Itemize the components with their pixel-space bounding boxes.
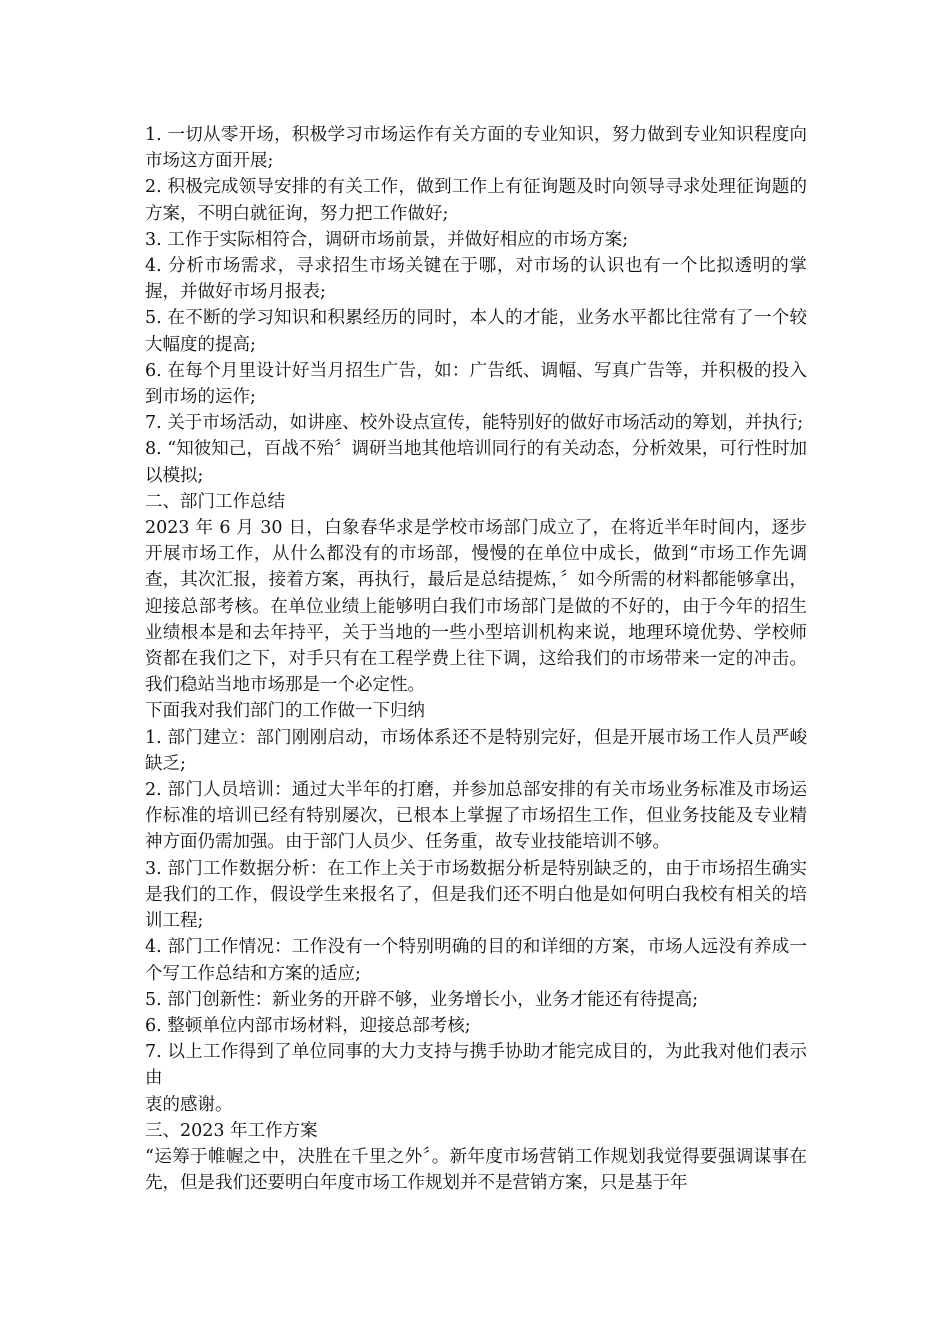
paragraph: 3. 工作于实际相符合，调研市场前景，并做好相应的市场方案; — [145, 229, 629, 250]
paragraph: 1. 一切从零开场，积极学习市场运作有关方面的专业知识，努力做到专业知识程度向市场这方面开展; — [145, 125, 807, 172]
paragraph: 4. 部门工作情况：工作没有一个特别明确的目的和详细的方案，市场人远没有养成一个写工作总结和方案的适应; — [145, 937, 807, 984]
paragraph: 5. 在不断的学习知识和积累经历的同时，本人的才能，业务水平都比往常有了一个较大幅度的提高; — [145, 308, 807, 355]
paragraph: 2023 年 6 月 30 日，白象春华求是学校市场部门成立了，在将近半年时间内，逐步开展市场工作，从什么都没有的市场部，慢慢的在单位中成长，做到“市场工作先调查，其次汇报，接着方案，再执行，最后是总结提炼，〞如今所需的材料都能够拿出，迎接总部考核。在单位业绩上能够明白我们市场部门是做的不好的，由于今年的招生业绩根本是和去年持平，关于当地的一些小型培训机构来说，地理环境优势、学校师资都在我们之下，对手只有在工程学费上往下调，这给我们的市场带来一定的冲击。我们稳站当地市场那是一个必定性。 — [145, 518, 807, 696]
paragraph: 7. 以上工作得到了单位同事的大力支持与携手协助才能完成目的，为此我对他们表示由 — [145, 1042, 807, 1089]
paragraph: 4. 分析市场需求，寻求招生市场关键在于哪，对市场的认识也有一个比拟透明的掌握，并做好市场月报表; — [145, 256, 807, 303]
paragraph: 1. 部门建立：部门刚刚启动，市场体系还不是特别完好，但是开展市场工作人员严峻缺乏; — [145, 727, 807, 774]
paragraph: 8. “知彼知己，百战不殆〞调研当地其他培训同行的有关动态，分析效果，可行性时加以模拟; — [145, 439, 807, 486]
paragraph: 下面我对我们部门的工作做一下归纳 — [145, 701, 425, 722]
paragraph: 5. 部门创新性：新业务的开辟不够，业务增长小，业务才能还有待提高; — [145, 989, 699, 1010]
paragraph: 2. 部门人员培训：通过大半年的打磨，并参加总部安排的有关市场业务标准及市场运作标准的培训已经有特别屡次，已根本上掌握了市场招生工作，但业务技能及专业精神方面仍需加强。由于部门人员少、任务重，故专业技能培训不够。 — [145, 780, 807, 853]
document-page — [145, 122, 807, 1196]
paragraph: “运筹于帷幄之中，决胜在千里之外〞。新年度市场营销工作规划我觉得要强调谋事在先，但是我们还要明白年度市场工作规划并不是营销方案，只是基于年 — [145, 1146, 807, 1194]
paragraph: 3. 部门工作数据分析：在工作上关于市场数据分析是特别缺乏的，由于市场招生确实是我们的工作，假设学生来报名了，但是我们还不明白他是如何明白我校有相关的培训工程; — [145, 858, 807, 932]
section-heading: 三、2023 年工作方案 — [145, 1120, 318, 1141]
paragraph: 2. 积极完成领导安排的有关工作，做到工作上有征询题及时向领导寻求处理征询题的方案，不明白就征询，努力把工作做好; — [145, 177, 807, 224]
paragraph: 7. 关于市场活动，如讲座、校外设点宣传，能特别好的做好市场活动的筹划，并执行; — [145, 413, 804, 434]
paragraph: 6. 在每个月里设计好当月招生广告，如：广告纸、调幅、写真广告等，并积极的投入到市场的运作; — [145, 360, 807, 408]
section-heading: 二、部门工作总结 — [145, 491, 285, 512]
paragraph: 衷的感谢。 — [145, 1094, 233, 1115]
paragraph: 6. 整顿单位内部市场材料，迎接总部考核; — [145, 1015, 471, 1036]
